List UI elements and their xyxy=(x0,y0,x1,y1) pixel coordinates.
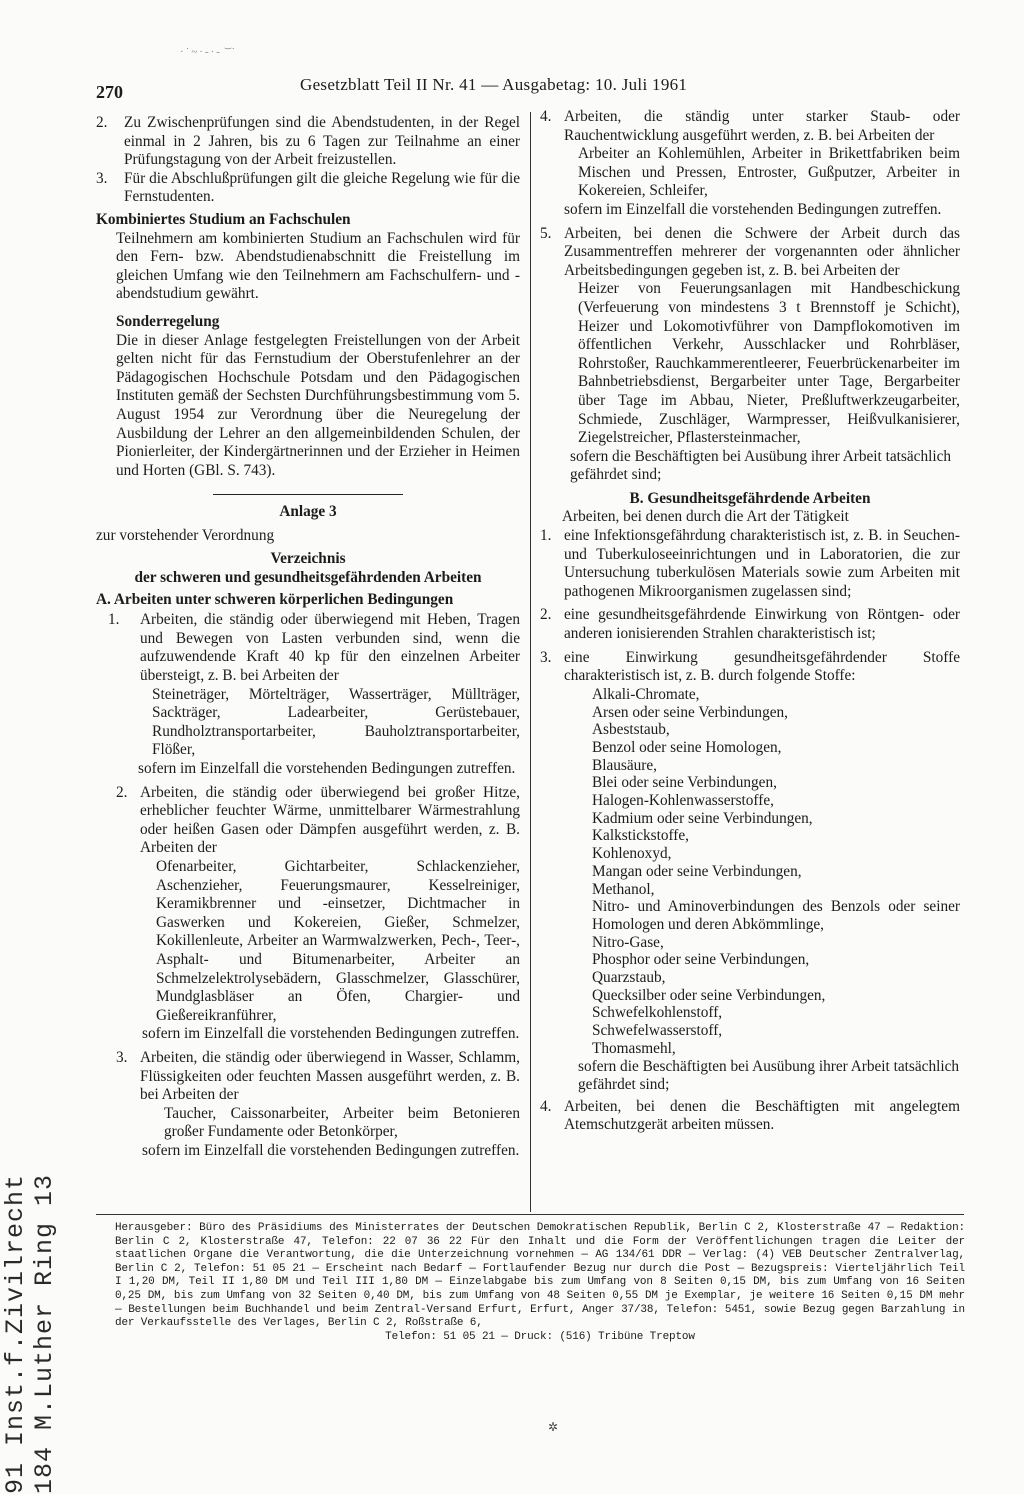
item-number: 3. xyxy=(116,1048,128,1066)
section-heading: Kombiniertes Studium an Fachschulen xyxy=(96,210,351,228)
library-stamp xyxy=(1,1164,59,1494)
item-text: eine gesundheitsgefährdende Einwirkung von Röntgen- oder anderen ionisierenden Strahlen charakteristisch ist; xyxy=(564,606,960,643)
section-heading: Sonderregelung xyxy=(116,312,220,330)
annex-subtitle: zur vorstehender Verordnung xyxy=(96,526,275,544)
condition-text: sofern im Einzelfall die vorstehenden Bedingungen zutreffen. xyxy=(138,760,516,777)
list-item xyxy=(96,611,520,685)
page-header: Gesetzblatt Teil II Nr. 41 — Ausgabetag: 10. Juli 1961 xyxy=(300,75,688,94)
right-column xyxy=(540,108,960,1135)
item-number: 4. xyxy=(540,108,552,125)
item-number: 4. xyxy=(540,1097,552,1115)
stamp-line: 184 M.Luther Ring 13 xyxy=(30,1173,59,1494)
substance-item: Kohlenoxyd, xyxy=(592,845,672,863)
paragraph: Die in dieser Anlage festgelegten Freistellungen von der Arbeit gelten nicht für das Fernstudium der Oberstufenlehrer an der Pädagogischen Hochschule Potsdam und den Pädagogischen Instituten gemäß der Sechsten Durchführungsbestimmung vom 5. August 1954 zur Verordnung über die Neuregelung der Ausbildung der Lehrer an den allgemeinbildenden Schulen, der Pionierleiter, der Kindergärtnerinnen und der Erzieher in Heimen und Horten (GBl. S. 743). xyxy=(116,331,520,479)
item-text: Zu Zwischenprüfungen sind die Abendstudenten, in der Regel einmal in 2 Jahren, bis zu 6 Tagen zur Teilnahme an einer Prüfungstagung von der Arbeit freizustellen. xyxy=(124,114,520,169)
substance-item: Kadmium oder seine Verbindungen, xyxy=(592,809,813,827)
occupation-list: Heizer von Feuerungsanlagen mit Handbeschickung (Verfeuerung von mindestens 3 t Brennstoff je Schicht), Heizer und Lokomotivführer von Dampflokomotiven im öffentlichen Verkehr, Ausschlacker und Rohrbläser, Rohrstoßer, Rauchkammerentleerer, Feuerbrückenarbeiter im Bahnbetriebsdienst, Bergarbeiter unter Tage, Bergarbeiter über Tage im Abbau, Nieter, Preßluftwerkzeugarbeiter, Schmiede, Zuschläger, Warmpresser, Heißvulkanisierer, Ziegelstreicher, Pflastersteinmacher, xyxy=(578,280,960,447)
substance-item: Benzol oder seine Homologen, xyxy=(592,738,782,756)
item-text: eine Infektionsgefährdung charakteristisch ist, z. B. in Seuchen- und Tuberkuloseeinrichtungen und in Laboratorien, die zur Untersuchung tuberkulösen Materials sowie zum Arbeiten mit pathogenen Mikroorganismen zugelassen sind; xyxy=(564,527,960,600)
paragraph: Teilnehmern am kombinierten Studium an Fachschulen wird für den Fern- bzw. Abendstudienabschnitt die Freistellung im gleichen Umfang wie den Teilnehmern am Fachschulfern- und -abendstudium gewährt. xyxy=(116,229,520,303)
condition-text: sofern im Einzelfall die vorstehenden Bedingungen zutreffen. xyxy=(142,1025,520,1043)
item-text: eine Einwirkung gesundheitsgefährdender Stoffe charakteristisch ist, z. B. durch folgende Stoffe: xyxy=(564,648,960,685)
item-number: 1. xyxy=(540,527,552,545)
substance-item: Alkali-Chromate, xyxy=(592,685,700,703)
occupation-list: Arbeiter an Kohlemühlen, Arbeiter in Brikettfabriken beim Mischen und Pressen, Entroster, Gußputzer, Arbeiter in Kokereien, Schleifer, xyxy=(578,145,960,200)
footer-rule xyxy=(96,1214,964,1215)
item-text: Arbeiten, bei denen die Schwere der Arbeit durch das Zusammentreffen mehrerer der vorgenannten oder ähnlicher Arbeitsbedingungen gegeben ist, z. B. bei Arbeiten der xyxy=(564,224,960,279)
list-item xyxy=(96,784,520,858)
item-text: Arbeiten, die ständig oder überwiegend bei großer Hitze, erheblicher feuchter Wärme, unmittelbarer Wärmestrahlung oder heißen Gasen oder Dämpfen ausgeführt werden, z. B. Arbeiten der xyxy=(140,783,520,857)
list-item xyxy=(96,1049,520,1105)
substance-item: Thomasmehl, xyxy=(592,1039,676,1057)
list-title: der schweren und gesundheitsgefährdenden Arbeiten xyxy=(134,569,482,587)
page-number: 270 xyxy=(96,82,123,102)
occupation-list: Steineträger, Mörtelträger, Wasserträger, Müllträger, Sackträger, Ladearbeiter, Gerüstebauer, Rundholztransportarbeiter, Bauholztransportarbeiter, Flößer, xyxy=(152,685,520,759)
substance-item: Asbeststaub, xyxy=(592,721,670,739)
substance-item: Mangan oder seine Verbindungen, xyxy=(592,862,802,880)
substance-item: Quecksilber oder seine Verbindungen, xyxy=(592,986,826,1004)
substance-item: Quarzstaub, xyxy=(592,969,666,987)
stamp-line: 91 Inst.f.Zivilrecht xyxy=(1,1173,30,1494)
handwritten-mark: ·˙~·-·- ͝ ˙ xyxy=(180,46,238,58)
section-rule xyxy=(213,494,403,495)
annex-title: Anlage 3 xyxy=(279,503,337,521)
imprint-footer xyxy=(115,1222,965,1344)
substance-item: Kalkstickstoffe, xyxy=(592,827,690,845)
item-text: Arbeiten, die ständig oder überwiegend in Wasser, Schlamm, Flüssigkeiten oder feuchten Massen ausgeführt werden, z. B. bei Arbeiten der xyxy=(140,1048,520,1104)
substance-item: Blausäure, xyxy=(592,756,657,774)
item-number: 5. xyxy=(540,224,552,242)
column-divider xyxy=(530,112,531,1212)
substance-item: Phosphor oder seine Verbindungen, xyxy=(592,951,810,969)
imprint-text: Herausgeber: Büro des Präsidiums des Ministerrates der Deutschen Demokratischen Republik, Berlin C 2, Klosterstraße 47 — Redaktion: Berlin C 2, Klosterstraße 47, Telefon: 22 07 36 22 Für den Inhalt und die Form der Veröffentlichungen tragen die Leiter der staatlichen Organe die Verantwortung, die die Unterzeichnung vornehmen — AG 134/61 DDR — Verlag: (4) VEB Deutscher Zentralverlag, Berlin C 2, Telefon: 51 05 21 — Erscheint nach Bedarf — Fortlaufender Bezug nur durch die Post — Bezugspreis: Vierteljährlich Teil I 1,20 DM, Teil II 1,80 DM und Teil III 1,80 DM — Einzelabgabe bis zum Umfang von 8 Seiten 0,15 DM, bis zum Umfang von 16 Seiten 0,25 DM, bis zum Umfang von 32 Seiten 0,40 DM, bis zum Umfang von 48 Seiten 0,55 DM je Exemplar, je weitere 16 Seiten 0,15 DM mehr — Bestellungen beim Buchhandel und beim Zentral-Versand Erfurt, Erfurt, Anger 37/38, Telefon: 5451, sowie Bezug gegen Barzahlung in der Verkaufsstelle des Verlages, Berlin C 2, Roßstraße 6, xyxy=(115,1222,965,1330)
item-text: Arbeiten, die ständig oder überwiegend mit Heben, Tragen und Bewegen von Lasten verbunden sind, wenn die aufzuwendende Kraft 40 kp für den einzelnen Arbeiter übersteigt, z. B. bei Arbeiten der xyxy=(140,611,520,685)
substance-item: Schwefelwasserstoff, xyxy=(592,1022,723,1040)
item-number: 3. xyxy=(540,648,552,666)
list-item xyxy=(540,649,960,686)
condition-text: sofern die Beschäftigten bei Ausübung ihrer Arbeit tatsächlich gefährdet sind; xyxy=(570,447,952,484)
item-text: Für die Abschlußprüfungen gilt die gleiche Regelung wie für die Fernstudenten. xyxy=(124,169,520,206)
imprint-last-line: Telefon: 51 05 21 — Druck: (516) Tribüne Treptow xyxy=(385,1330,695,1343)
item-number: 2. xyxy=(116,783,128,801)
item-text: Arbeiten, die ständig unter starker Staub- oder Rauchentwicklung ausgeführt werden, z. B. bei Arbeiten der xyxy=(564,108,960,144)
list-item xyxy=(540,225,960,281)
substance-item: Methanol, xyxy=(592,880,655,898)
list-item xyxy=(96,170,520,207)
item-number: 2. xyxy=(540,606,552,624)
substance-item: Nitro-Gase, xyxy=(592,933,664,951)
substance-item: Blei oder seine Verbindungen, xyxy=(592,774,777,792)
left-column xyxy=(96,114,520,1160)
list-item xyxy=(96,114,520,170)
item-number: 3. xyxy=(96,169,108,187)
substance-item: Arsen oder seine Verbindungen, xyxy=(592,703,788,721)
item-text: Arbeiten, bei denen die Beschäftigten mit angelegtem Atemschutzgerät arbeiten müssen. xyxy=(564,1097,960,1134)
occupation-list: Ofenarbeiter, Gichtarbeiter, Schlackenzieher, Aschenzieher, Feuerungsmaurer, Kesselreiniger, Keramikbrenner und -einsetzer, Dichtmacher in Gaswerken und Kokereien, Gießer, Schmelzer, Kokillenleute, Arbeiter an Warmwalzwerken, Pech-, Teer-, Asphalt- und Bitumenarbeiter, Arbeiter an Schmelzelektrolysebädern, Glasschmelzer, Glasschürer, Mundglasbläser an Öfen, Chargier- und Gießereikranführer, xyxy=(156,857,520,1024)
list-item xyxy=(540,108,960,145)
list-item xyxy=(540,527,960,601)
substance-item: Schwefelkohlenstoff, xyxy=(592,1004,723,1022)
item-number: 2. xyxy=(96,114,108,131)
occupation-list: Taucher, Caissonarbeiter, Arbeiter beim Betonieren großer Fundamente oder Betonkörper, xyxy=(164,1104,520,1141)
item-number: 1. xyxy=(108,611,120,629)
condition-text: sofern im Einzelfall die vorstehenden Bedingungen zutreffen. xyxy=(564,200,942,218)
section-heading: B. Gesundheitsgefährdende Arbeiten xyxy=(629,489,871,507)
section-heading: A. Arbeiten unter schweren körperlichen Bedingungen xyxy=(96,590,454,608)
ink-blot: ✲ xyxy=(548,1420,559,1434)
substance-item: Halogen-Kohlenwasserstoffe, xyxy=(592,792,774,810)
condition-text: sofern die Beschäftigten bei Ausübung ihrer Arbeit tatsächlich gefährdet sind; xyxy=(578,1057,960,1094)
list-item xyxy=(540,606,960,643)
condition-text: sofern im Einzelfall die vorstehenden Bedingungen zutreffen. xyxy=(142,1141,520,1159)
list-item xyxy=(540,1098,960,1135)
list-title: Verzeichnis xyxy=(270,550,346,568)
substance-list xyxy=(540,686,960,1058)
substance-item: Nitro- und Aminoverbindungen des Benzols oder seiner Homologen und deren Abkömmlinge, xyxy=(592,898,960,933)
section-intro: Arbeiten, bei denen durch die Art der Tätigkeit xyxy=(562,508,849,526)
